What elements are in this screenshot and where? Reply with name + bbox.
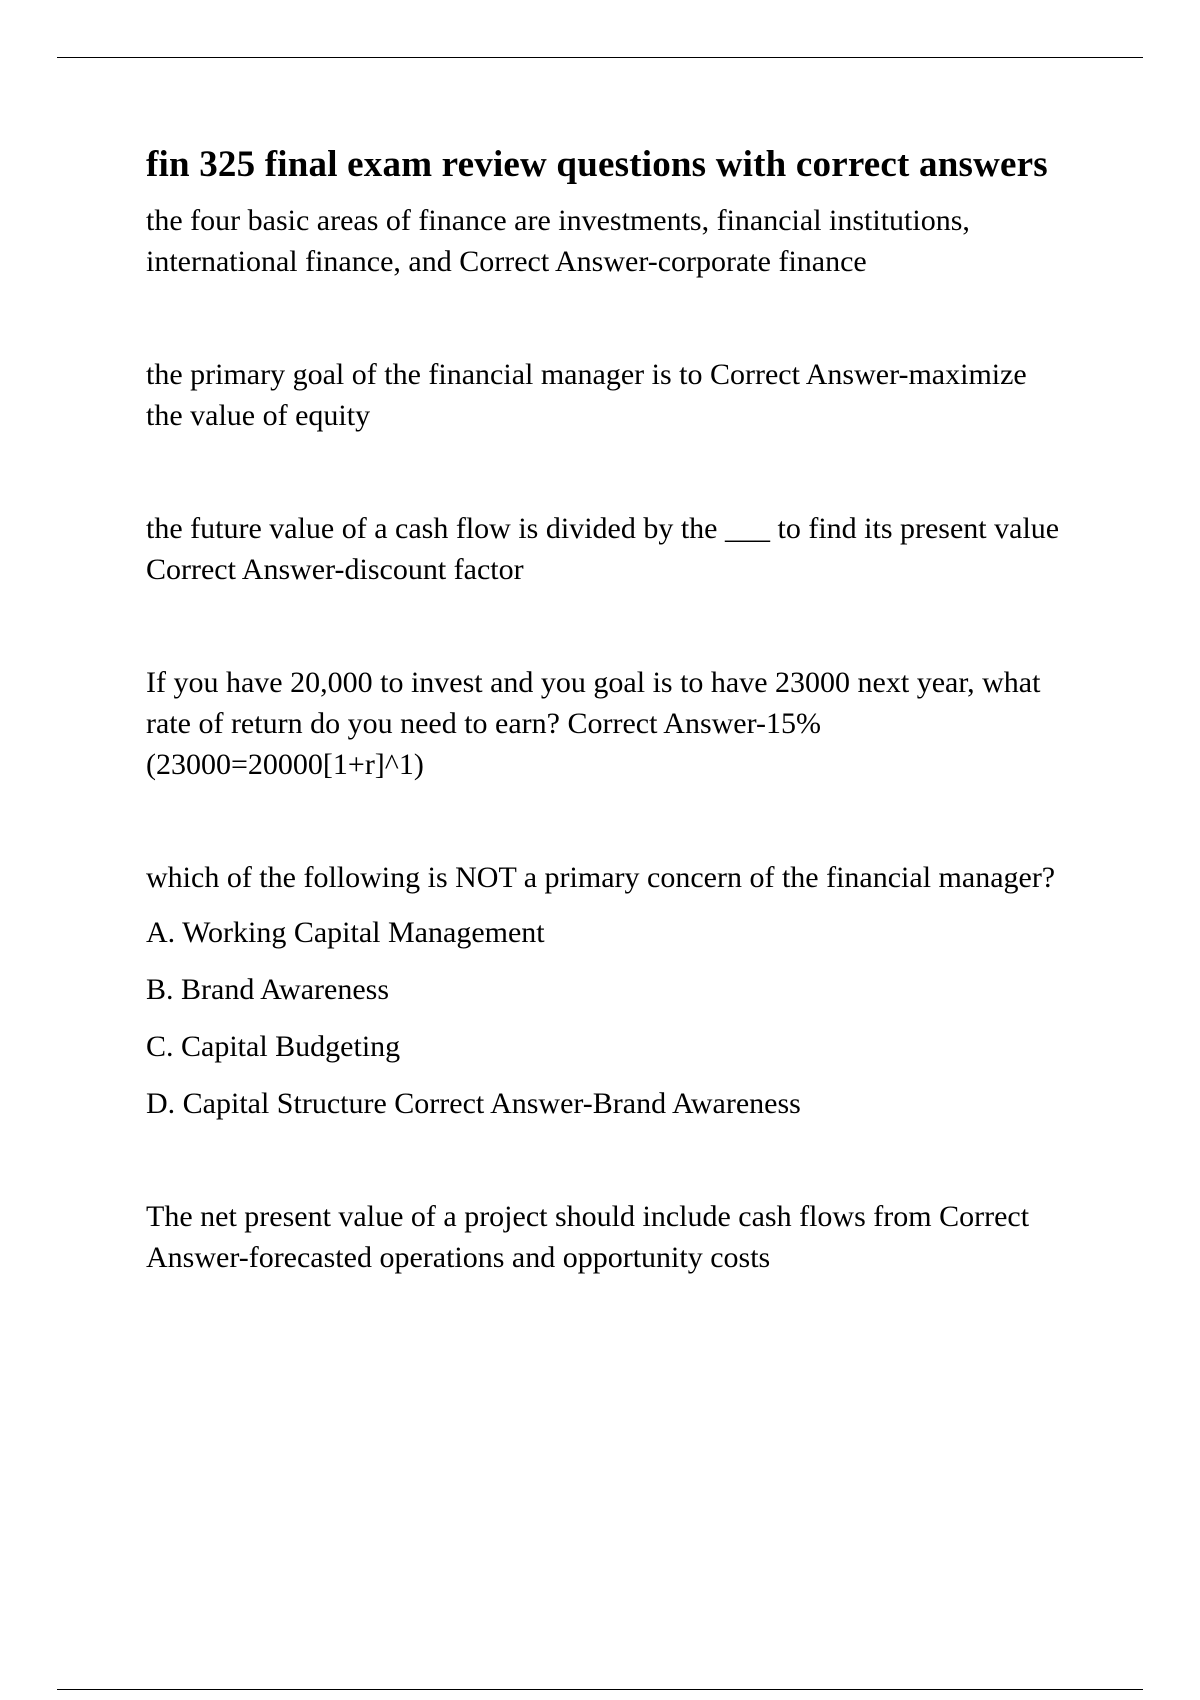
question-5-option-d: D. Capital Structure Correct Answer-Brand Awareness (146, 1087, 801, 1120)
question-2: the primary goal of the financial manager is to Correct Answer-maximize the value of equity (146, 358, 1027, 432)
question-5-option-b: B. Brand Awareness (146, 973, 390, 1006)
question-3: the future value of a cash flow is divided by the ___ to find its present value Correct Answer-discount factor (146, 512, 1060, 586)
question-5-prompt: which of the following is NOT a primary concern of the financial manager? (146, 861, 1056, 894)
question-6: The net present value of a project should include cash flows from Correct Answer-forecasted operations and opportunity costs (146, 1200, 1030, 1274)
document-body (146, 140, 1066, 1278)
question-5-option-c: C. Capital Budgeting (146, 1030, 401, 1063)
question-5-option-a: A. Working Capital Management (146, 916, 545, 949)
question-5 (146, 857, 1066, 1124)
top-divider (57, 57, 1143, 58)
question-4: If you have 20,000 to invest and you goal is to have 23000 next year, what rate of return do you need to earn? Correct Answer-15% (23000=20000[1+r]^1) (146, 666, 1041, 781)
question-1: the four basic areas of finance are investments, financial institutions, international finance, and Correct Answer-corporate finance (146, 204, 970, 278)
bottom-divider (57, 1689, 1143, 1690)
document-title: fin 325 final exam review questions with correct answers (146, 144, 1048, 185)
